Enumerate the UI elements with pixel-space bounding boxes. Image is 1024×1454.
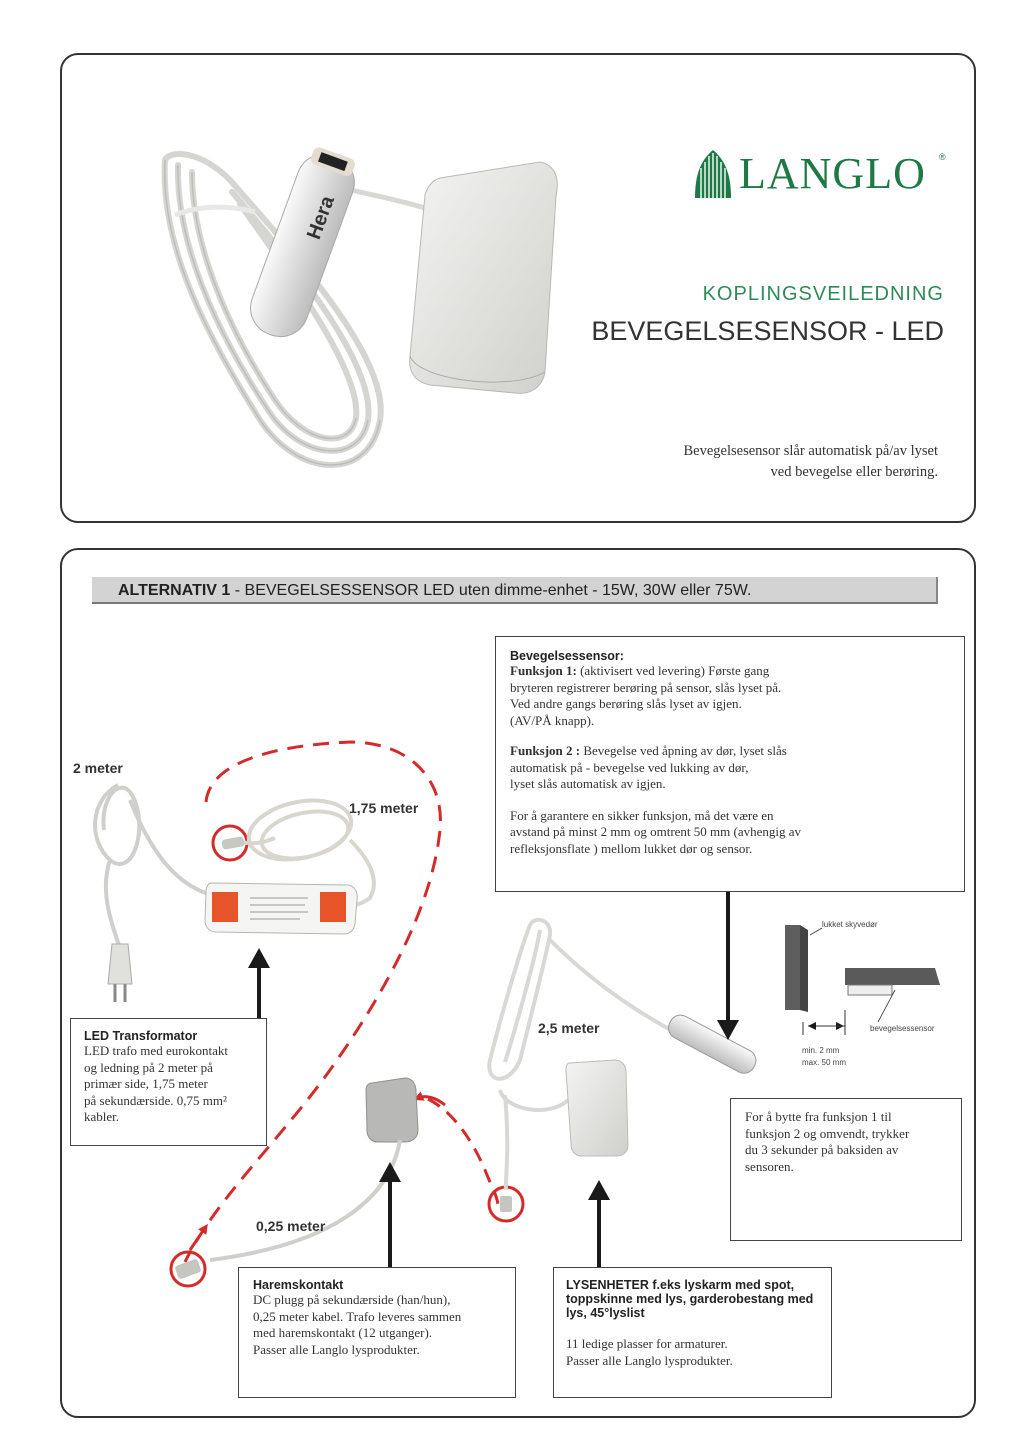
light-units-heading-line: LYSENHETER f.eks lyskarm med spot, xyxy=(566,1278,795,1292)
alternative-header-bar xyxy=(92,577,938,604)
function-2-line: lyset slås automatisk av igjen. xyxy=(510,776,666,791)
light-units-heading-line: toppskinne med lys, garderobestang med xyxy=(566,1292,814,1306)
transformer-line: LED trafo med eurokontakt xyxy=(84,1043,229,1058)
note-line: For å garantere en sikker funksjon, må det være en xyxy=(510,807,774,823)
transformer-line: på sekundærside. 0,75 mm² xyxy=(84,1092,227,1108)
function-2-label: Funksjon 2 : xyxy=(510,743,581,758)
note-line: avstand på minst 2 mm og omtrent 50 mm (avhengig av xyxy=(510,824,802,839)
product-brand-print: Hera xyxy=(303,193,339,243)
label-0-25-meter: 0,25 meter xyxy=(256,1218,326,1234)
function-switch-text xyxy=(745,1109,947,1175)
transformer-text xyxy=(84,1043,253,1126)
transformer-line: og ledning på 2 meter på xyxy=(84,1059,213,1075)
function-2-text xyxy=(510,743,950,793)
light-units-text xyxy=(566,1336,819,1369)
harem-heading: Haremskontakt xyxy=(253,1278,344,1292)
light-units-heading xyxy=(566,1278,819,1320)
langlo-logo xyxy=(695,148,955,200)
led-transformer-image xyxy=(205,883,357,934)
function-1-text xyxy=(510,663,950,729)
transformer-heading: LED Transformator xyxy=(84,1029,198,1043)
brand-name: LANGLO xyxy=(739,149,926,198)
alternative-text: - BEVEGELSESSENSOR LED uten dimme-enhet - 15W, 30W eller 75W. xyxy=(230,582,752,599)
harem-text xyxy=(253,1292,501,1358)
door-distance-diagram xyxy=(785,925,940,1035)
dashed-connection-lines xyxy=(185,742,440,1262)
light-units-line: Passer alle Langlo lysprodukter. xyxy=(566,1352,733,1368)
switch-line: funksjon 2 og omvendt, trykker xyxy=(745,1125,910,1141)
cover-product-image xyxy=(165,143,558,465)
door-label: lukket skyvedør xyxy=(822,920,878,929)
label-1-75-meter: 1,75 meter xyxy=(349,800,419,816)
sensor-heading: Bevegelsessensor: xyxy=(510,649,624,663)
light-units-line: 11 ledige plasser for armaturer. xyxy=(566,1336,728,1351)
intro-line: ved bevegelse eller berøring. xyxy=(770,464,938,480)
function-1-line: Ved andre gangs berøring slås lyset av igjen. xyxy=(510,696,742,711)
distance-note xyxy=(510,808,950,858)
max-distance-label: max. 50 mm xyxy=(802,1058,847,1067)
black-pointer-arrows xyxy=(259,892,728,1267)
sensor-with-cable-image xyxy=(489,920,759,1212)
intro-text xyxy=(598,441,938,483)
function-1-line: bryteren registrerer berøring på sensor, slås lyset på. xyxy=(510,679,782,695)
sensor-info-box xyxy=(495,636,965,892)
function-1-line: (AV/PÅ knapp). xyxy=(510,712,595,728)
label-2-meter: 2 meter xyxy=(73,760,123,776)
alternative-label: ALTERNATIV 1 xyxy=(118,582,231,599)
dashed-connection-lines-2 xyxy=(428,1099,498,1205)
min-distance-label: min. 2 mm xyxy=(802,1046,840,1055)
intro-line: Bevegelsesensor slår automatisk på/av lyset xyxy=(683,443,938,459)
function-switch-box xyxy=(730,1098,962,1241)
mains-cable-plug-image xyxy=(95,785,212,1002)
harem-line: DC plugg på sekundærside (han/hun), xyxy=(253,1292,451,1307)
harem-line: med haremskontakt (12 utganger). xyxy=(253,1325,433,1340)
note-line: refleksjonsflate ) mellom lukket dør og sensor. xyxy=(510,840,753,856)
light-units-info-box xyxy=(553,1267,832,1398)
transformer-line: kabler. xyxy=(84,1109,120,1124)
document-subtitle: KOPLINGSVEILEDNING xyxy=(702,283,944,305)
function-2-line: automatisk på - bevegelse ved lukking av dør, xyxy=(510,759,749,775)
function-1-label: Funksjon 1: xyxy=(510,663,577,678)
function-1-line: (aktivisert ved levering) Første gang xyxy=(576,663,770,678)
harem-line: Passer alle Langlo lysprodukter. xyxy=(253,1341,420,1357)
harem-line: 0,25 meter kabel. Trafo leveres sammen xyxy=(253,1308,462,1324)
harem-connector-info-box xyxy=(238,1267,516,1398)
switch-line: du 3 sekunder på baksiden av xyxy=(745,1142,899,1157)
transformer-line: primær side, 1,75 meter xyxy=(84,1076,208,1091)
sensor-label: bevegelsessensor xyxy=(870,1024,935,1033)
light-units-heading-line: lys, 45°lyslist xyxy=(566,1306,645,1320)
transformer-info-box xyxy=(70,1018,267,1146)
switch-line: For å bytte fra funksjon 1 til xyxy=(745,1109,892,1124)
switch-line: sensoren. xyxy=(745,1158,794,1174)
function-2-line: Bevegelse ved åpning av dør, lyset slås xyxy=(580,743,787,758)
label-2-5-meter: 2,5 meter xyxy=(538,1020,600,1036)
document-title: BEVEGELSESENSOR - LED xyxy=(591,316,944,346)
registered-mark: ® xyxy=(939,152,946,162)
